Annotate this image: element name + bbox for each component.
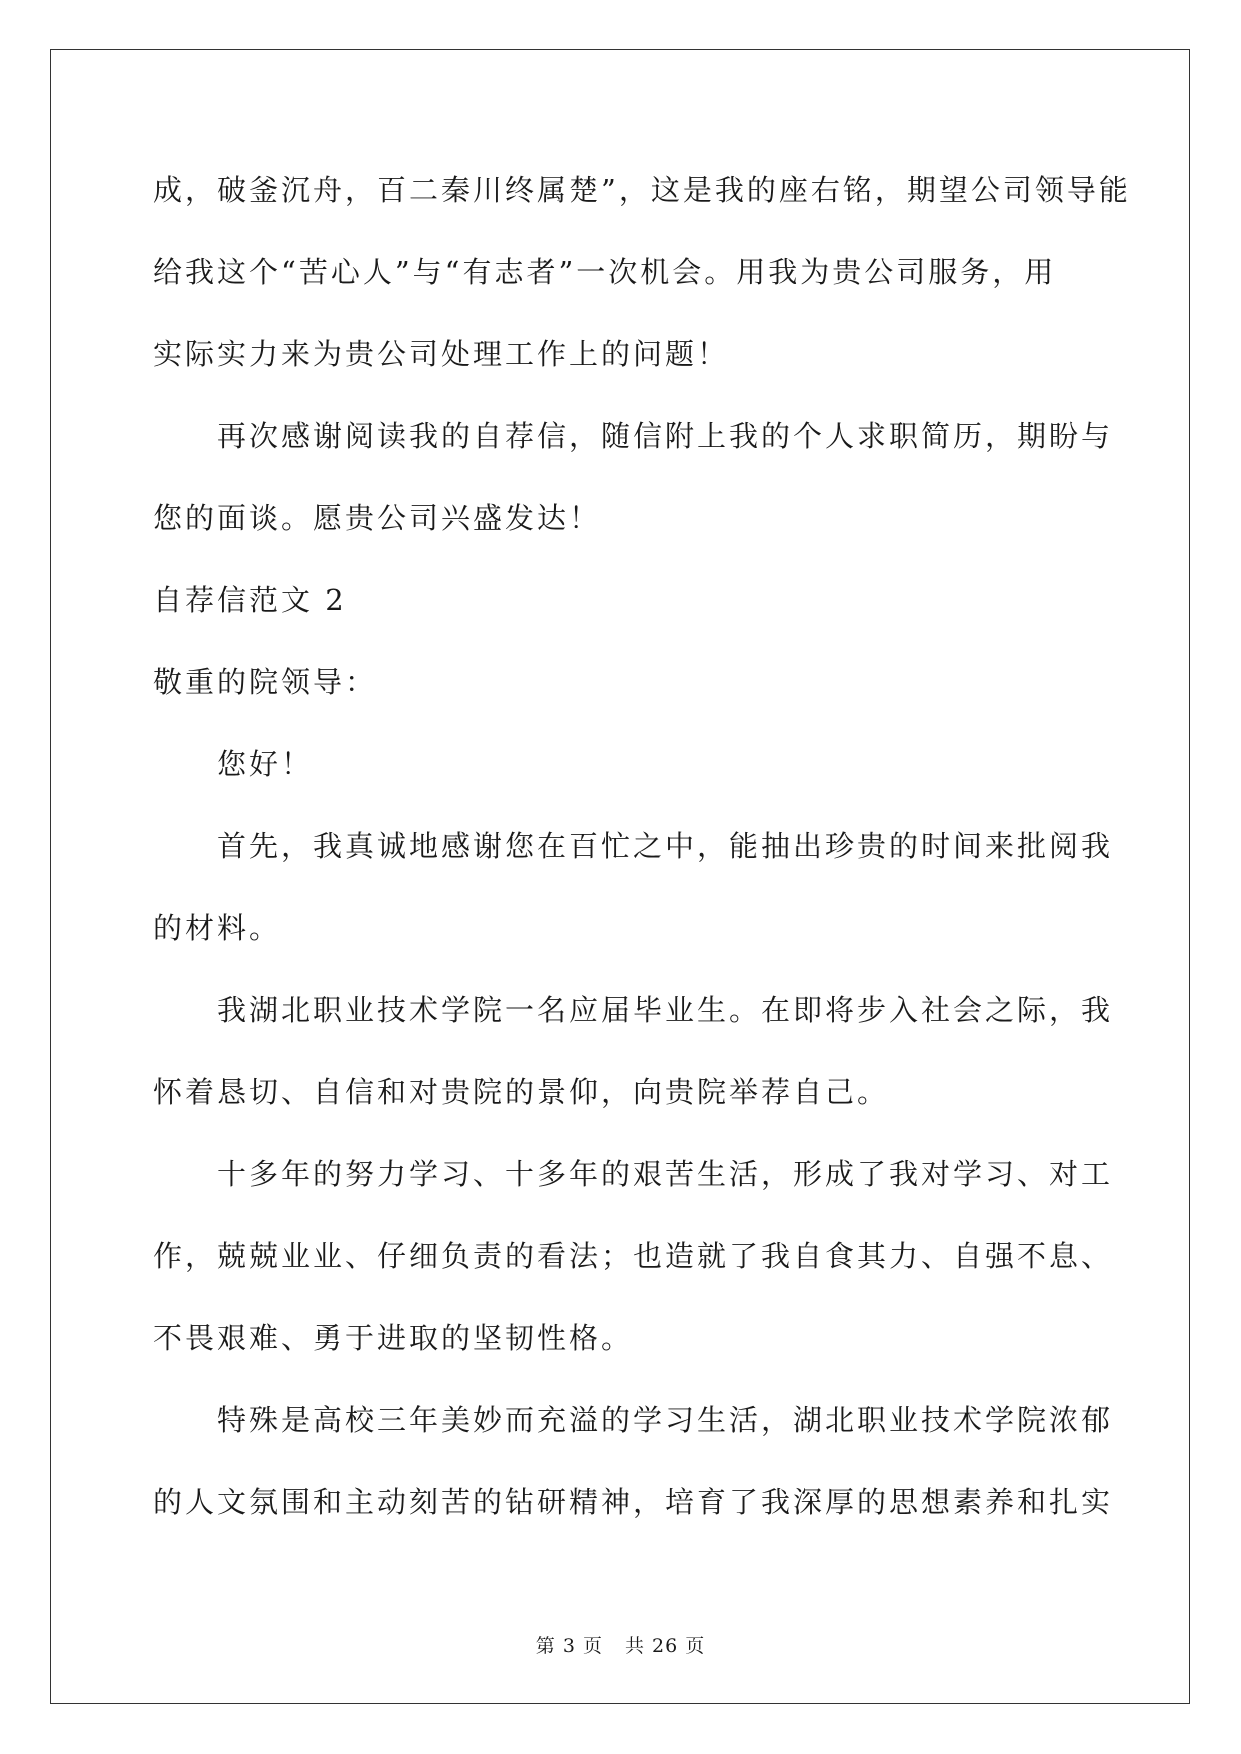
- text-line: 给我这个“苦心人”与“有志者”一次机会。用我为贵公司服务，用: [153, 255, 1057, 289]
- text-line: 的人文氛围和主动刻苦的钻研精神，培育了我深厚的思想素养和扎实: [153, 1485, 1114, 1519]
- page-total: 共 26 页: [624, 1635, 706, 1657]
- text-line: 作，兢兢业业、仔细负责的看法；也造就了我自食其力、自强不息、: [153, 1239, 1114, 1273]
- page-footer: [0, 1631, 1241, 1658]
- text-line: 不畏艰难、勇于进取的坚韧性格。: [153, 1321, 634, 1355]
- letter-body: [153, 160, 1131, 1554]
- text-line: 敬重的院领导：: [153, 665, 378, 699]
- text-line: 首先，我真诚地感谢您在百忙之中，能抽出珍贵的时间来批阅我: [217, 829, 1114, 863]
- text-line: 实际实力来为贵公司处理工作上的问题！: [153, 337, 730, 371]
- page-number: 第 3 页: [535, 1635, 603, 1657]
- text-line: 您好！: [217, 747, 314, 781]
- text-line: 十多年的努力学习、十多年的艰苦生活，形成了我对学习、对工: [217, 1157, 1114, 1191]
- text-line: 我湖北职业技术学院一名应届毕业生。在即将步入社会之际，我: [217, 993, 1114, 1027]
- text-line: 您的面谈。愿贵公司兴盛发达！: [153, 501, 602, 535]
- text-line: 的材料。: [153, 911, 282, 945]
- text-line: 再次感谢阅读我的自荐信，随信附上我的个人求职简历，期盼与: [217, 419, 1114, 453]
- text-line: 成，破釜沉舟，百二秦川终属楚”，这是我的座右铭，期望公司领导能: [153, 173, 1131, 207]
- text-line: 特殊是高校三年美妙而充溢的学习生活，湖北职业技术学院浓郁: [217, 1403, 1114, 1437]
- text-line: 自荐信范文 2: [153, 583, 347, 617]
- text-line: 怀着恳切、自信和对贵院的景仰，向贵院举荐自己。: [153, 1075, 890, 1109]
